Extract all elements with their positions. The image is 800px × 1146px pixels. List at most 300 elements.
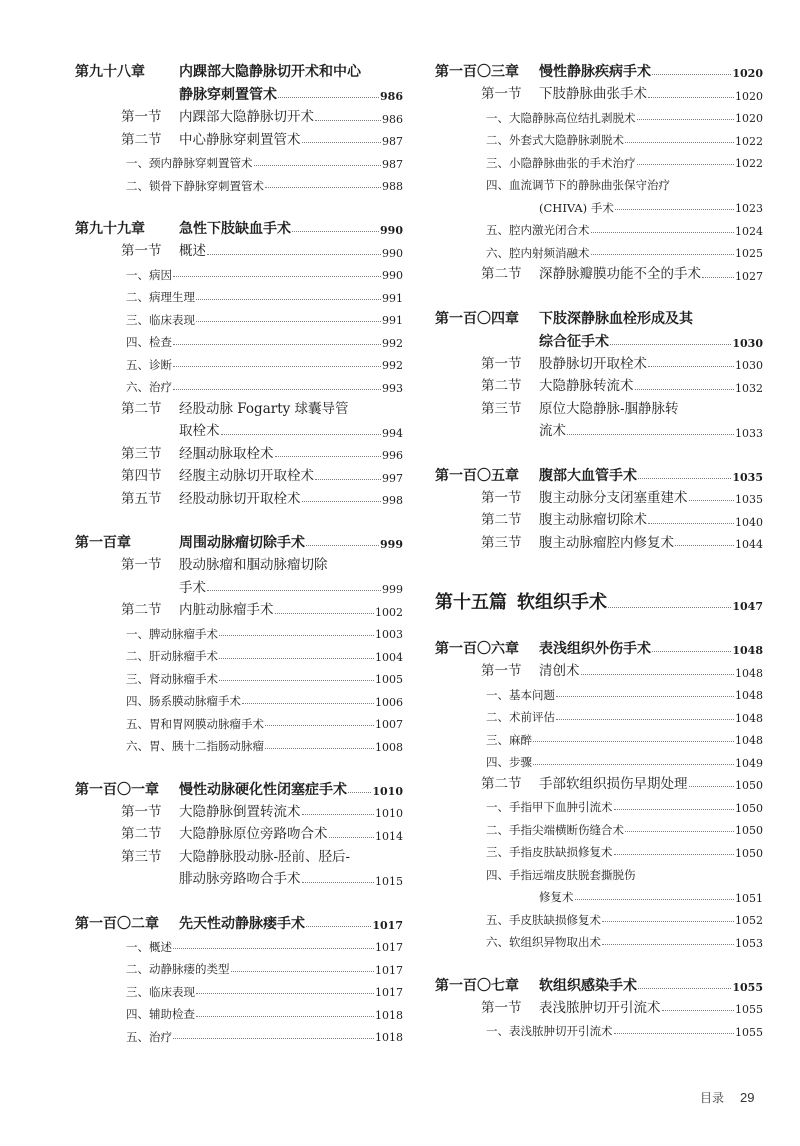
- toc-item-entry[interactable]: [75, 1021, 403, 1044]
- toc-entry-label: 五、: [486, 912, 509, 927]
- toc-entry-page: 1024: [735, 224, 763, 238]
- toc-entry-page: 1006: [375, 695, 403, 709]
- toc-entry-page: 1025: [735, 247, 763, 260]
- toc-section-entry[interactable]: [435, 656, 763, 679]
- toc-entry-page: 993: [382, 381, 403, 395]
- toc-item-entry[interactable]: [435, 724, 763, 747]
- toc-entry-page: 1030: [735, 359, 763, 372]
- toc-entry-page: 994: [382, 426, 403, 440]
- toc-entry-title: 诊断: [149, 357, 172, 372]
- toc-entry-page: 986: [382, 112, 403, 126]
- toc-item-entry[interactable]: [75, 953, 403, 976]
- toc-chapter-entry[interactable]: [75, 56, 403, 79]
- toc-entry-title: 治疗: [149, 380, 172, 394]
- dot-leader: [591, 254, 735, 255]
- toc-entry-label: 三、: [486, 732, 509, 747]
- toc-entry-page: 1023: [735, 202, 763, 215]
- toc-section-entry[interactable]: [75, 842, 403, 865]
- toc-item-entry[interactable]: [435, 881, 763, 904]
- dot-leader: [173, 366, 381, 367]
- toc-entry-title: 病因: [149, 267, 172, 282]
- page-footer: [700, 1089, 754, 1106]
- toc-entry-label: 第一百〇五章: [435, 467, 519, 484]
- toc-entry-label: 一、: [126, 626, 149, 641]
- toc-entry-label: 三、: [126, 671, 149, 686]
- dot-leader: [689, 500, 735, 501]
- toc-entry-page: 1048: [735, 689, 763, 702]
- toc-entry-title: 综合征手术: [539, 333, 609, 350]
- toc-section-entry[interactable]: [435, 416, 763, 439]
- dot-leader: [638, 988, 731, 989]
- toc-item-entry[interactable]: [435, 214, 763, 237]
- dot-leader: [173, 276, 381, 277]
- toc-section-entry[interactable]: [75, 439, 403, 462]
- toc-entry-title: (CHIVA) 手术: [539, 200, 614, 215]
- dot-leader: [219, 680, 374, 681]
- toc-item-entry[interactable]: [435, 859, 763, 882]
- toc-entry-title: 胃和胃网膜动脉瘤手术: [149, 716, 264, 731]
- toc-section-entry[interactable]: [435, 993, 763, 1016]
- toc-entry-label: 第一百〇四章: [435, 310, 519, 327]
- toc-entry-label: 四、: [486, 867, 509, 882]
- toc-entry-title: 股动脉瘤和腘动脉瘤切除: [179, 557, 328, 573]
- toc-chapter-entry[interactable]: [435, 303, 763, 326]
- toc-entry-title: 腹主动脉瘤切除术: [539, 512, 647, 528]
- toc-entry-label: 第十五篇: [435, 592, 507, 613]
- toc-entry-title: 辅助检查: [149, 1007, 195, 1021]
- toc-entry-page: 990: [380, 224, 403, 237]
- toc-entry-label: 一、: [126, 156, 149, 170]
- toc-chapter-entry[interactable]: [435, 970, 763, 993]
- toc-entry-page: 1020: [735, 112, 763, 125]
- dot-leader: [637, 164, 735, 165]
- toc-item-entry[interactable]: [75, 685, 403, 708]
- toc-entry-page: 1033: [735, 426, 763, 440]
- toc-entry-page: 1017: [375, 986, 403, 999]
- toc-item-entry[interactable]: [435, 746, 763, 769]
- toc-item-entry[interactable]: [435, 904, 763, 927]
- dot-leader: [196, 299, 381, 300]
- toc-entry-page: 1010: [375, 807, 403, 820]
- toc-entry-label: 三、: [486, 845, 509, 859]
- toc-chapter-entry[interactable]: [435, 460, 763, 483]
- dot-leader: [648, 97, 734, 98]
- toc-entry-title: 腓动脉旁路吻合手术: [179, 871, 301, 887]
- spacer: [435, 439, 763, 460]
- toc-entry-page: 1053: [735, 936, 763, 950]
- toc-section-entry[interactable]: [435, 259, 763, 282]
- toc-entry-label: 第三节: [121, 445, 162, 462]
- toc-item-entry[interactable]: [75, 976, 403, 999]
- toc-entry-label: 二、: [126, 649, 149, 663]
- toc-item-entry[interactable]: [75, 304, 403, 327]
- toc-entry-page: 1055: [735, 1025, 763, 1039]
- toc-item-entry[interactable]: [435, 791, 763, 814]
- toc-entry-title: 检查: [149, 335, 172, 349]
- spacer: [75, 192, 403, 213]
- toc-chapter-entry[interactable]: [75, 213, 403, 236]
- toc-item-entry[interactable]: [435, 169, 763, 192]
- toc-entry-page: 992: [382, 336, 403, 350]
- toc-entry-page: 1005: [375, 673, 403, 686]
- dot-leader: [275, 456, 382, 457]
- toc-entry-title: 脾动脉瘤手术: [149, 626, 218, 641]
- toc-entry-title: 修复术: [539, 890, 574, 904]
- toc-entry-title: 慢性静脉疾病手术: [539, 64, 651, 80]
- toc-entry-page: 990: [382, 269, 403, 282]
- toc-entry-label: 第一节: [121, 557, 162, 573]
- toc-section-entry[interactable]: [75, 416, 403, 439]
- toc-entry-title: 术前评估: [509, 710, 555, 724]
- toc-entry-title: 软组织感染手术: [539, 977, 637, 994]
- toc-entry-page: 1035: [732, 470, 763, 484]
- toc-section-entry[interactable]: [435, 528, 763, 551]
- toc-section-entry[interactable]: [75, 125, 403, 148]
- toc-section-entry[interactable]: [75, 573, 403, 596]
- toc-entry-page: 1018: [375, 1008, 403, 1022]
- toc-entry-label: 一、: [126, 267, 149, 282]
- dot-leader: [306, 926, 371, 927]
- dot-leader: [348, 792, 371, 793]
- toc-entry-label: 四、: [126, 694, 149, 708]
- toc-entry-label: 第一节: [121, 803, 162, 820]
- dot-leader: [533, 764, 734, 765]
- toc-entry-label: 第二节: [121, 602, 162, 618]
- toc-item-entry[interactable]: [75, 170, 403, 193]
- toc-entry-label: 第一节: [481, 355, 522, 372]
- toc-entry-label: 三、: [126, 312, 149, 327]
- toc-entry-label: 二、: [486, 133, 509, 147]
- toc-entry-label: 第四节: [121, 468, 162, 484]
- toc-entry-label: 第九十九章: [75, 221, 145, 237]
- toc-entry-title: 血流调节下的静脉曲张保守治疗: [509, 178, 670, 192]
- toc-entry-page: 1035: [735, 493, 763, 506]
- toc-entry-label: 一、: [486, 1024, 509, 1038]
- dot-leader: [652, 651, 731, 652]
- dot-leader: [306, 545, 379, 546]
- toc-item-entry[interactable]: [75, 349, 403, 372]
- dot-leader: [278, 97, 379, 98]
- dot-leader: [662, 1010, 735, 1011]
- toc-entry-page: 1030: [732, 336, 763, 350]
- toc-entry-label: 第一节: [121, 243, 162, 259]
- toc-entry-title: 小隐静脉曲张的手术治疗: [509, 155, 636, 170]
- toc-entry-title: 胃、胰十二指肠动脉瘤: [149, 739, 264, 753]
- toc-entry-title: 软组织手术: [517, 592, 607, 613]
- toc-section-entry[interactable]: [75, 102, 403, 125]
- toc-chapter-entry[interactable]: [435, 633, 763, 656]
- dot-leader: [302, 142, 382, 143]
- toc-entry-page: 996: [382, 449, 403, 462]
- toc-entry-label: 三、: [486, 155, 509, 170]
- toc-section-entry[interactable]: [75, 797, 403, 820]
- toc-item-entry[interactable]: [435, 147, 763, 170]
- toc-entry-page: 1050: [735, 846, 763, 860]
- dot-leader: [602, 921, 734, 922]
- toc-entry-label: 六、: [126, 739, 149, 753]
- toc-section-entry[interactable]: [435, 79, 763, 102]
- toc-entry-label: 第三节: [481, 534, 522, 551]
- toc-chapter-entry[interactable]: [435, 56, 763, 79]
- toc-entry-label: 第二节: [121, 400, 162, 417]
- toc-entry-title: 先天性动静脉瘘手术: [179, 915, 305, 932]
- toc-entry-label: 第二节: [481, 378, 522, 394]
- toc-entry-title: 锁骨下静脉穿刺置管术: [149, 178, 264, 193]
- toc-entry-label: 第二节: [121, 826, 162, 842]
- toc-entry-title: 腔内激光闭合术: [509, 223, 590, 237]
- toc-entry-page: 1014: [375, 829, 403, 843]
- toc-entry-page: 1052: [735, 914, 763, 927]
- toc-entry-label: 四、: [126, 335, 149, 349]
- toc-entry-title: 临床表现: [149, 312, 195, 327]
- toc-item-entry[interactable]: [435, 237, 763, 260]
- toc-item-entry[interactable]: [75, 371, 403, 394]
- toc-entry-page: 1040: [735, 515, 763, 529]
- toc-entry-title: 步骤: [509, 755, 532, 769]
- dot-leader: [196, 1016, 374, 1017]
- toc-section-entry[interactable]: [435, 505, 763, 528]
- toc-entry-label: 二、: [126, 178, 149, 193]
- toc-entry-page: 1049: [735, 756, 763, 770]
- dot-leader: [610, 344, 731, 345]
- toc-entry-page: 986: [380, 90, 403, 103]
- toc-entry-page: 1007: [375, 718, 403, 731]
- dot-leader: [575, 899, 735, 900]
- toc-item-entry[interactable]: [435, 836, 763, 859]
- toc-entry-title: 下肢深静脉血栓形成及其: [539, 310, 693, 327]
- toc-entry-label: 四、: [486, 755, 509, 769]
- toc-section-entry[interactable]: [435, 769, 763, 792]
- spacer: [75, 506, 403, 527]
- toc-section-entry[interactable]: [75, 550, 403, 573]
- dot-leader: [219, 635, 374, 636]
- dot-leader: [207, 254, 381, 255]
- toc-entry-title: 临床表现: [149, 984, 195, 999]
- toc-entry-page: 1048: [735, 734, 763, 747]
- dot-leader: [556, 696, 734, 697]
- dot-leader: [173, 344, 381, 345]
- toc-entry-title: 深静脉瓣膜功能不全的手术: [539, 266, 701, 282]
- toc-item-entry[interactable]: [75, 259, 403, 282]
- toc-entry-page: 1003: [375, 628, 403, 641]
- toc-entry-title: 肾动脉瘤手术: [149, 671, 218, 686]
- toc-entry-label: 五、: [126, 1029, 149, 1044]
- toc-entry-title: 取栓术: [179, 423, 220, 439]
- toc-entry-title: 手术: [179, 579, 206, 596]
- toc-entry-label: 第二节: [481, 512, 522, 528]
- toc-item-entry[interactable]: [75, 326, 403, 349]
- toc-section-entry[interactable]: [435, 394, 763, 417]
- dot-leader: [231, 971, 375, 972]
- dot-leader: [625, 831, 734, 832]
- dot-leader: [581, 674, 735, 675]
- toc-entry-title: 腔内射频消融术: [509, 245, 590, 260]
- toc-section-entry[interactable]: [75, 595, 403, 618]
- toc-entry-title: 慢性动脉硬化性闭塞症手术: [179, 781, 347, 798]
- toc-entry-page: 997: [382, 471, 403, 485]
- toc-section-entry[interactable]: [435, 371, 763, 394]
- toc-entry-title: 动静脉瘘的类型: [149, 962, 230, 976]
- toc-entry-title: 手指远端皮肤脱套撕脱伤: [509, 867, 636, 882]
- toc-item-entry[interactable]: [75, 708, 403, 731]
- toc-entry-title: 清创术: [539, 663, 580, 679]
- toc-entry-title: 肠系膜动脉瘤手术: [149, 694, 241, 708]
- toc-entry-page: 1018: [375, 1031, 403, 1044]
- toc-section-entry[interactable]: [75, 819, 403, 842]
- toc-item-entry[interactable]: [435, 124, 763, 147]
- toc-section-entry[interactable]: [75, 394, 403, 417]
- toc-entry-title: 麻醉: [509, 732, 532, 747]
- toc-section-entry[interactable]: [75, 461, 403, 484]
- toc-entry-page: 992: [382, 359, 403, 372]
- toc-entry-title: 大隐静脉高位结扎剥脱术: [509, 110, 636, 125]
- toc-entry-label: 第一节: [121, 109, 162, 125]
- toc-entry-label: 第二节: [481, 775, 522, 792]
- toc-item-entry[interactable]: [435, 814, 763, 837]
- toc-item-entry[interactable]: [75, 730, 403, 753]
- dot-leader: [173, 1038, 374, 1039]
- dot-leader: [221, 434, 382, 435]
- toc-entry-title: 手部软组织损伤早期处理: [539, 775, 688, 792]
- page-number: 29: [740, 1090, 755, 1105]
- toc-item-entry[interactable]: [75, 147, 403, 170]
- dot-leader: [614, 809, 735, 810]
- toc-entry-title: 周围动脉瘤切除手术: [179, 535, 305, 551]
- toc-entry-title: 大隐静脉转流术: [539, 378, 634, 394]
- toc-entry-title: 表浅脓肿切开引流术: [509, 1024, 613, 1038]
- toc-entry-page: 1048: [735, 711, 763, 725]
- dot-leader: [292, 231, 379, 232]
- toc-chapter-entry[interactable]: [75, 908, 403, 931]
- dot-leader: [648, 366, 734, 367]
- toc-entry-title: 治疗: [149, 1029, 172, 1044]
- toc-entry-label: 第一节: [481, 86, 522, 102]
- dot-leader: [173, 948, 374, 949]
- toc-item-entry[interactable]: [435, 102, 763, 125]
- toc-entry-title: 内脏动脉瘤手术: [179, 602, 274, 618]
- toc-entry-label: 五、: [126, 716, 149, 731]
- toc-entry-page: 1002: [375, 605, 403, 619]
- toc-entry-page: 1044: [735, 538, 763, 551]
- toc-entry-page: 1020: [735, 89, 763, 103]
- toc-entry-title: 基本问题: [509, 687, 555, 702]
- toc-entry-title: 经股动脉切开取栓术: [179, 490, 301, 507]
- dot-leader: [173, 389, 381, 390]
- toc-item-entry[interactable]: [75, 663, 403, 686]
- toc-item-entry[interactable]: [435, 679, 763, 702]
- toc-entry-page: 1015: [375, 874, 403, 888]
- toc-entry-title: 大隐静脉倒置转流术: [179, 803, 301, 820]
- toc-entry-label: 一、: [486, 687, 509, 702]
- toc-entry-title: 内踝部大隐静脉切开术和中心: [179, 64, 361, 80]
- toc-entry-label: 第一百〇一章: [75, 781, 159, 798]
- toc-entry-label: 第二节: [121, 131, 162, 148]
- dot-leader: [638, 478, 731, 479]
- toc-entry-title: 股静脉切开取栓术: [539, 355, 647, 372]
- spacer: [75, 887, 403, 908]
- toc-left-column: [75, 56, 403, 1043]
- toc-entry-page: 1027: [735, 269, 763, 283]
- toc-item-entry[interactable]: [75, 931, 403, 954]
- toc-section-entry[interactable]: [75, 484, 403, 507]
- toc-item-entry[interactable]: [75, 281, 403, 304]
- toc-item-entry[interactable]: [435, 192, 763, 215]
- dot-leader: [608, 607, 731, 608]
- toc-entry-page: 1048: [735, 666, 763, 680]
- toc-entry-page: 1020: [732, 67, 763, 80]
- toc-entry-label: 第五节: [121, 490, 162, 507]
- toc-entry-page: 1055: [735, 1003, 763, 1016]
- toc-item-entry[interactable]: [435, 1015, 763, 1038]
- toc-entry-title: 大隐静脉股动脉-胫前、胫后-: [179, 848, 351, 865]
- dot-leader: [275, 613, 375, 614]
- toc-entry-title: 表浅脓肿切开引流术: [539, 999, 661, 1016]
- toc-entry-label: 二、: [486, 822, 509, 837]
- toc-item-entry[interactable]: [435, 926, 763, 949]
- toc-entry-title: 软组织异物取出术: [509, 935, 601, 949]
- toc-entry-label: 第一百〇二章: [75, 915, 159, 932]
- toc-entry-title: 概述: [149, 939, 172, 954]
- toc-entry-page: 1048: [732, 644, 763, 657]
- dot-leader: [591, 232, 735, 233]
- dot-leader: [315, 120, 381, 121]
- spacer: [435, 282, 763, 303]
- toc-chapter-entry[interactable]: [75, 774, 403, 797]
- toc-entry-label: 一、: [486, 110, 509, 125]
- dot-leader: [315, 479, 381, 480]
- toc-entry-label: 六、: [126, 380, 149, 394]
- toc-item-entry[interactable]: [75, 640, 403, 663]
- toc-entry-label: 第一节: [481, 489, 522, 506]
- toc-entry-page: 999: [382, 583, 403, 596]
- toc-entry-title: 静脉穿刺置管术: [179, 87, 277, 103]
- toc-section-entry[interactable]: [435, 349, 763, 372]
- toc-item-entry[interactable]: [435, 701, 763, 724]
- toc-entry-title: 中心静脉穿刺置管术: [179, 131, 301, 148]
- toc-right-column: [435, 56, 763, 1038]
- dot-leader: [702, 277, 734, 278]
- toc-chapter-entry[interactable]: [435, 326, 763, 349]
- toc-section-entry[interactable]: [75, 236, 403, 259]
- toc-entry-title: 内踝部大隐静脉切开术: [179, 109, 314, 125]
- dot-leader: [602, 944, 734, 945]
- toc-item-entry[interactable]: [75, 618, 403, 641]
- dot-leader: [615, 209, 734, 210]
- spacer: [75, 753, 403, 774]
- toc-entry-title: 颈内静脉穿刺置管术: [149, 156, 253, 170]
- dot-leader: [302, 501, 382, 502]
- toc-entry-page: 1047: [732, 600, 763, 613]
- toc-part-entry[interactable]: [435, 580, 763, 612]
- toc-item-entry[interactable]: [75, 998, 403, 1021]
- toc-entry-page: 999: [380, 538, 403, 551]
- toc-entry-label: 四、: [486, 178, 509, 192]
- toc-entry-title: 手指皮肤缺损修复术: [509, 845, 613, 859]
- toc-section-entry[interactable]: [435, 483, 763, 506]
- toc-entry-title: 腹主动脉分支闭塞重建术: [539, 489, 688, 506]
- dot-leader: [675, 545, 734, 546]
- dot-leader: [196, 993, 374, 994]
- toc-chapter-entry[interactable]: [75, 79, 403, 102]
- footer-label: 目录: [700, 1091, 725, 1105]
- toc-entry-title: 急性下肢缺血手术: [179, 221, 291, 237]
- toc-entry-label: 一、: [486, 800, 509, 814]
- dot-leader: [652, 74, 731, 75]
- toc-chapter-entry[interactable]: [75, 527, 403, 550]
- toc-section-entry[interactable]: [75, 864, 403, 887]
- toc-entry-page: 1004: [375, 650, 403, 664]
- toc-entry-page: 1022: [735, 134, 763, 148]
